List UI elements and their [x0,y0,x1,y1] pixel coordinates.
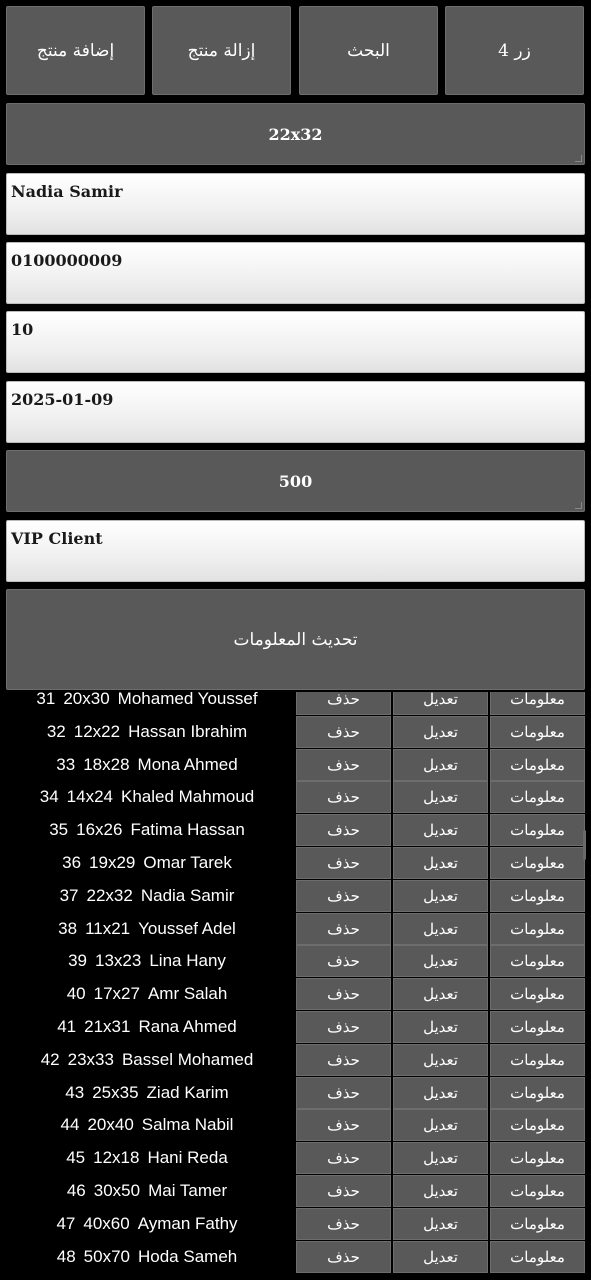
row-id: 44 [60,1115,80,1135]
info-button[interactable]: معلومات [490,978,585,1010]
row-id: 32 [46,721,66,741]
row-id: 46 [66,1181,86,1200]
row-size: 11x21 [85,918,131,938]
list-item [0,781,591,813]
delete-button[interactable]: حذف [296,716,391,748]
delete-button[interactable]: حذف [296,847,391,879]
edit-button[interactable]: تعديل [393,1077,488,1109]
delete-button[interactable]: حذف [296,1175,391,1207]
row-name: Youssef Adel [138,918,236,938]
row-text [0,692,294,715]
delete-button[interactable]: حذف [296,749,391,781]
edit-button[interactable]: تعديل [393,1011,488,1043]
list-item [0,1175,591,1207]
name-field[interactable] [6,173,585,235]
date-value: 2025-01-09 [11,390,114,409]
row-id: 40 [66,984,86,1004]
edit-button[interactable]: تعديل [393,1175,488,1207]
row-size: 20x40 [87,1115,134,1135]
price-value: 500 [278,471,313,491]
resize-grip-icon[interactable] [575,502,582,509]
row-name: Mai Tamer [148,1181,228,1200]
row-text [0,945,294,977]
edit-button[interactable]: تعديل [393,1241,488,1273]
delete-button[interactable]: حذف [296,1241,391,1273]
edit-button[interactable]: تعديل [393,1208,488,1240]
list-item [0,1241,591,1273]
row-text [0,1077,294,1109]
info-button[interactable]: معلومات [490,1109,585,1141]
info-button[interactable]: معلومات [490,1241,585,1273]
edit-button[interactable]: تعديل [393,716,488,748]
info-button[interactable]: معلومات [490,913,585,945]
row-size: 12x22 [73,721,121,741]
button-4[interactable]: زر 4 [445,6,584,95]
row-size: 18x28 [83,754,130,774]
row-id: 42 [40,1049,60,1069]
row-id: 38 [58,918,78,938]
row-size: 40x60 [83,1213,130,1233]
row-size: 14x24 [66,787,113,807]
row-name: Amr Salah [147,984,228,1004]
row-id: 41 [57,1017,77,1036]
row-text [0,978,294,1010]
list-item [0,847,591,879]
edit-button[interactable]: تعديل [393,1142,488,1174]
edit-button[interactable]: تعديل [393,692,488,715]
row-name: Ayman Fathy [137,1213,238,1233]
row-text [0,880,294,912]
row-name: Omar Tarek [143,853,232,872]
row-name: Mohamed Youssef [117,692,258,708]
row-text [0,847,294,879]
row-size: 16x26 [76,820,123,840]
edit-button[interactable]: تعديل [393,978,488,1010]
list-item [0,716,591,748]
row-name: Bassel Mohamed [121,1049,254,1069]
info-button[interactable]: معلومات [490,814,585,846]
row-size: 21x31 [84,1017,131,1036]
resize-grip-icon[interactable] [575,155,582,162]
delete-button[interactable]: حذف [296,1142,391,1174]
row-id: 39 [68,951,88,971]
row-text [0,1142,294,1174]
edit-button[interactable]: تعديل [393,1109,488,1141]
row-text [0,1011,294,1043]
row-size: 22x32 [86,885,133,905]
row-name: Salma Nabil [141,1115,234,1135]
row-size: 20x30 [63,692,110,708]
list-item [0,814,591,846]
row-name: Hoda Sameh [138,1246,238,1266]
add-product-button[interactable]: إضافة منتج [6,6,145,95]
delete-button[interactable]: حذف [296,1208,391,1240]
row-size: 17x27 [93,984,140,1004]
row-size: 19x29 [89,853,136,872]
size-value: 22x32 [268,124,323,144]
info-button[interactable]: معلومات [490,945,585,977]
delete-button[interactable]: حذف [296,692,391,715]
row-text [0,1175,294,1207]
delete-button[interactable]: حذف [296,880,391,912]
row-name: Lina Hany [149,951,226,971]
list-scrollbar[interactable] [583,830,586,860]
edit-button[interactable]: تعديل [393,880,488,912]
row-text [0,1109,294,1141]
row-id: 36 [62,853,82,872]
row-size: 13x23 [95,951,142,971]
note-field[interactable] [6,520,585,582]
date-field[interactable] [6,381,585,443]
list-item [0,978,591,1010]
delete-button[interactable]: حذف [296,1011,391,1043]
row-id: 31 [36,692,56,708]
row-size: 23x33 [67,1049,114,1069]
row-text [0,814,294,846]
row-id: 33 [56,754,76,774]
row-id: 34 [39,787,59,807]
info-button[interactable]: معلومات [490,1011,585,1043]
row-id: 45 [66,1148,86,1168]
quantity-field[interactable] [6,311,585,373]
row-name: Hani Reda [147,1148,228,1168]
list-item [0,1011,591,1043]
row-text [0,913,294,945]
info-button[interactable]: معلومات [490,692,585,715]
update-info-button[interactable]: تحديث المعلومات [6,589,585,690]
edit-button[interactable]: تعديل [393,913,488,945]
row-name: Rana Ahmed [138,1017,237,1036]
price-field[interactable] [6,450,585,512]
info-button[interactable]: معلومات [490,716,585,748]
edit-button[interactable]: تعديل [393,749,488,781]
info-button[interactable]: معلومات [490,880,585,912]
info-button[interactable]: معلومات [490,781,585,813]
row-text [0,781,294,813]
list-item [0,1142,591,1174]
row-name: Khaled Mahmoud [120,787,255,807]
search-button[interactable]: البحث [299,6,438,95]
row-text [0,1241,294,1273]
row-id: 37 [59,885,79,905]
name-value: Nadia Samir [11,182,123,201]
row-id: 35 [49,820,69,840]
delete-button[interactable]: حذف [296,945,391,977]
quantity-value: 10 [11,320,34,339]
row-name: Ziad Karim [146,1082,229,1102]
delete-button[interactable]: حذف [296,781,391,813]
row-size: 50x70 [83,1246,130,1266]
row-id: 43 [65,1082,85,1102]
info-button[interactable]: معلومات [490,847,585,879]
delete-button[interactable]: حذف [296,1044,391,1076]
row-size: 12x18 [93,1148,140,1168]
product-list[interactable] [0,692,591,1280]
remove-product-button[interactable]: إزالة منتج [152,6,291,95]
delete-button[interactable]: حذف [296,814,391,846]
edit-button[interactable]: تعديل [393,945,488,977]
phone-value: 0100000009 [11,251,123,270]
phone-field[interactable] [6,242,585,304]
info-button[interactable]: معلومات [490,749,585,781]
delete-button[interactable]: حذف [296,1077,391,1109]
list-item [0,945,591,977]
list-item [0,913,591,945]
size-field[interactable] [6,103,585,165]
row-size: 30x50 [93,1181,141,1200]
note-value: VIP Client [11,529,103,548]
list-item [0,1077,591,1109]
row-id: 48 [56,1246,76,1266]
row-text [0,1044,294,1076]
delete-button[interactable]: حذف [296,978,391,1010]
info-button[interactable]: معلومات [490,1077,585,1109]
list-item [0,1044,591,1076]
info-button[interactable]: معلومات [490,1175,585,1207]
edit-button[interactable]: تعديل [393,814,488,846]
info-button[interactable]: معلومات [490,1208,585,1240]
info-button[interactable]: معلومات [490,1044,585,1076]
row-name: Fatima Hassan [130,820,245,840]
info-button[interactable]: معلومات [490,1142,585,1174]
row-text [0,1208,294,1240]
edit-button[interactable]: تعديل [393,1044,488,1076]
list-item [0,880,591,912]
delete-button[interactable]: حذف [296,913,391,945]
list-item [0,749,591,781]
row-id: 47 [56,1213,76,1233]
row-name: Mona Ahmed [137,754,238,774]
row-name: Hassan Ibrahim [128,721,248,741]
delete-button[interactable]: حذف [296,1109,391,1141]
row-text [0,716,294,748]
edit-button[interactable]: تعديل [393,781,488,813]
edit-button[interactable]: تعديل [393,847,488,879]
row-size: 25x35 [92,1082,139,1102]
row-text [0,749,294,781]
list-item [0,692,591,715]
row-name: Nadia Samir [140,885,235,905]
list-item [0,1208,591,1240]
list-item [0,1109,591,1141]
